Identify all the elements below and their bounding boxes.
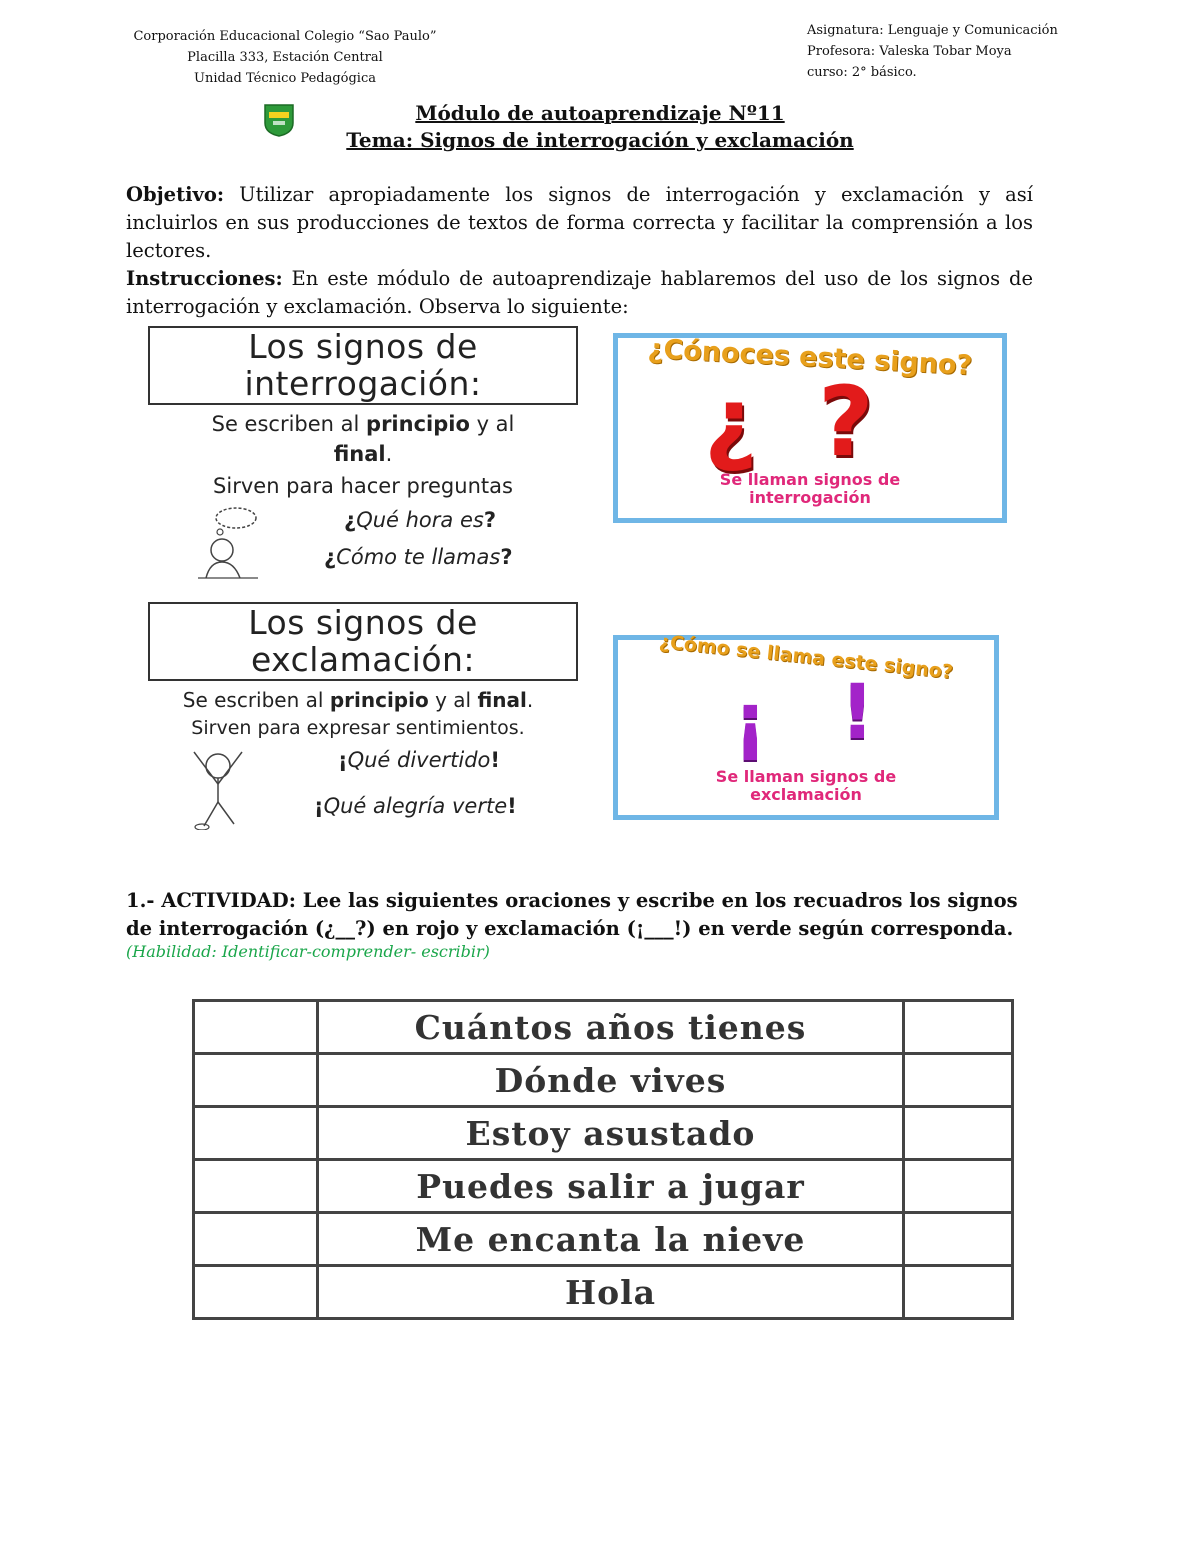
example-text: Cómo te llamas: [336, 545, 501, 569]
interrogation-card-heading: ¿Cónoces este signo?: [647, 333, 973, 382]
school-unit: Unidad Técnico Pedagógica: [193, 71, 376, 86]
interrogation-example-1: [344, 508, 496, 532]
close-mark: ?: [500, 545, 513, 569]
subject-line: Asignatura: Lenguaje y Comunicación: [807, 23, 1058, 38]
sentence-cell: Me encanta la nieve: [318, 1213, 904, 1266]
answer-box-open[interactable]: [194, 1054, 318, 1107]
caption-line: Se llaman signos de: [715, 767, 897, 786]
interrogation-panel: [148, 326, 578, 581]
rule-text: Se escriben al: [211, 412, 367, 436]
activity-table: [192, 999, 1014, 1320]
question-mark-icon: ?: [818, 366, 874, 478]
interrogation-rule-2: [148, 442, 578, 466]
course-line: curso: 2° básico.: [807, 65, 917, 80]
sentence-cell: Cuántos años tienes: [318, 1001, 904, 1054]
instructions-paragraph: [126, 265, 1033, 321]
open-mark: ¿: [344, 508, 357, 532]
interrogation-card: [613, 333, 1007, 523]
exclamation-mark-icon: !: [840, 667, 875, 756]
answer-box-open[interactable]: [194, 1160, 318, 1213]
answer-box-close[interactable]: [904, 1001, 1013, 1054]
exclamation-example-2: [314, 794, 517, 818]
table-row: [194, 1001, 1013, 1054]
teacher-line: Profesora: Valeska Tobar Moya: [807, 44, 1012, 59]
sentence-cell: Puedes salir a jugar: [318, 1160, 904, 1213]
interrogation-card-caption: [618, 471, 1002, 507]
rule-emphasis: principio: [366, 412, 470, 436]
answer-box-close[interactable]: [904, 1054, 1013, 1107]
caption-line: interrogación: [749, 488, 871, 507]
panel-title-line: Los signos de: [248, 603, 478, 642]
panel-title-line: interrogación:: [244, 364, 482, 403]
activity-label: 1.- ACTIVIDAD:: [126, 889, 296, 912]
answer-box-open[interactable]: [194, 1213, 318, 1266]
answer-box-close[interactable]: [904, 1266, 1013, 1319]
exclamation-panel-title: [148, 602, 578, 681]
table-row: [194, 1054, 1013, 1107]
objective-paragraph: [126, 181, 1033, 265]
school-name: Corporación Educacional Colegio “Sao Paulo”: [133, 29, 437, 44]
answer-box-open[interactable]: [194, 1107, 318, 1160]
rule-text: Se escriben al: [182, 688, 330, 712]
school-header: [110, 26, 460, 89]
exclamation-purpose: Sirven para expresar sentimientos.: [191, 717, 525, 739]
caption-line: Se llaman signos de: [719, 470, 901, 489]
rule-text: .: [526, 688, 534, 712]
course-header: [807, 20, 1167, 83]
close-mark: !: [507, 794, 517, 818]
happy-child-icon: [180, 744, 256, 830]
answer-box-close[interactable]: [904, 1107, 1013, 1160]
school-address: Placilla 333, Estación Central: [187, 50, 383, 65]
exclamation-card-caption: [618, 768, 994, 804]
table-row: [194, 1266, 1013, 1319]
document-title: [230, 100, 970, 154]
objective-label: Objetivo:: [126, 183, 225, 206]
rule-emphasis: final: [477, 688, 527, 712]
sentence-cell: Dónde vives: [318, 1054, 904, 1107]
intro-text: [126, 181, 1033, 321]
table-row: [194, 1107, 1013, 1160]
exclamation-example-1: [338, 748, 500, 772]
open-mark: ¡: [314, 794, 324, 818]
interrogation-example-2: [324, 545, 513, 569]
answer-box-open[interactable]: [194, 1001, 318, 1054]
close-mark: !: [490, 748, 500, 772]
caption-line: exclamación: [750, 785, 862, 804]
rule-text: y al: [428, 688, 478, 712]
close-mark: ?: [483, 508, 497, 532]
answer-box-close[interactable]: [904, 1213, 1013, 1266]
interrogation-purpose: Sirven para hacer preguntas: [213, 474, 513, 498]
exclamation-card: [613, 630, 999, 820]
inverted-exclamation-mark-icon: ¡: [733, 675, 768, 764]
example-text: Qué hora es: [356, 508, 484, 532]
rule-text: y al: [469, 412, 515, 436]
sentence-cell: Estoy asustado: [318, 1107, 904, 1160]
sentence-cell: Hola: [318, 1266, 904, 1319]
skill-note: (Habilidad: Identificar-comprender- escribir): [126, 942, 490, 961]
exclamation-panel: [148, 602, 578, 832]
example-text: Qué alegría verte: [323, 794, 508, 818]
activity-text: Lee las siguientes oraciones y escribe en los recuadros los signos de interrogación (¿__?) en rojo y exclamación (¡___!) en verde según corresponda.: [126, 889, 1018, 940]
open-mark: ¡: [338, 748, 348, 772]
exclamation-card-heading: ¿Cómo se llama este signo?: [658, 630, 954, 684]
activity-instructions: [126, 887, 1036, 943]
table-row: [194, 1213, 1013, 1266]
module-title: Módulo de autoaprendizaje Nº11: [415, 101, 785, 125]
instructions-label: Instrucciones:: [126, 267, 283, 290]
rule-text: .: [385, 442, 393, 466]
rule-emphasis: principio: [329, 688, 429, 712]
topic-title: Tema: Signos de interrogación y exclamación: [346, 128, 854, 152]
example-text: Qué divertido: [347, 748, 491, 772]
panel-title-line: exclamación:: [250, 640, 476, 679]
open-mark: ¿: [324, 545, 337, 569]
rule-emphasis: final: [333, 442, 386, 466]
panel-title-line: Los signos de: [248, 327, 478, 366]
interrogation-rule-1: [148, 412, 578, 436]
interrogation-panel-title: [148, 326, 578, 405]
table-row: [194, 1160, 1013, 1213]
instructions-text: En este módulo de autoaprendizaje hablaremos del uso de los signos de interrogación y exclamación. Observa lo siguiente:: [126, 267, 1033, 318]
answer-box-open[interactable]: [194, 1266, 318, 1319]
objective-text: Utilizar apropiadamente los signos de interrogación y exclamación y así incluirlos en sus producciones de textos de forma correcta y facilitar la comprensión a los lectores.: [126, 183, 1033, 262]
thinking-child-icon: [196, 506, 260, 580]
exclamation-rule: [148, 688, 568, 712]
inverted-question-mark-icon: ¿: [704, 368, 758, 475]
answer-box-close[interactable]: [904, 1160, 1013, 1213]
